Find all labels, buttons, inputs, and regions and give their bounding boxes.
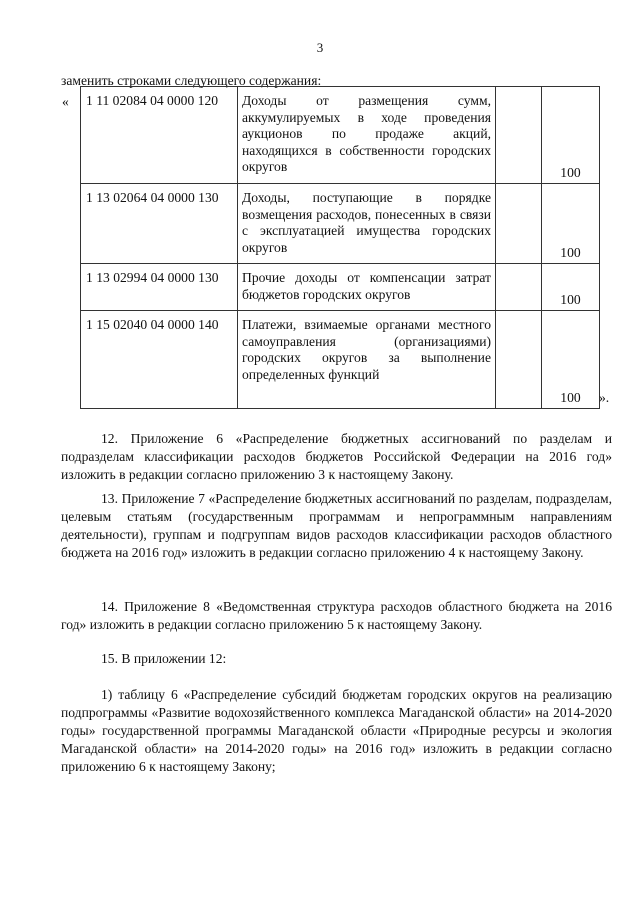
table-cell-code: 1 15 02040 04 0000 140 [81, 311, 238, 409]
table-row [81, 311, 600, 409]
close-quote: ». [599, 390, 610, 405]
intro-text: заменить строками следующего содержания: [61, 73, 322, 88]
open-quote: « [62, 94, 69, 109]
paragraph-15: 15. В приложении 12: [101, 651, 227, 666]
table-cell-description: Доходы от размещения сумм, аккумулируемых в ходе проведения аукционов по продаже акций, находящихся в собственности городских округов [238, 87, 496, 184]
table-row [81, 264, 600, 311]
table-cell-value: 100 [542, 311, 600, 409]
table-cell-empty [496, 184, 542, 264]
page-number: 3 [316, 40, 324, 55]
table-cell-description: Прочие доходы от компенсации затрат бюджетов городских округов [238, 264, 496, 311]
table-cell-empty [496, 311, 542, 409]
table-row [81, 184, 600, 264]
table-cell-empty [496, 264, 542, 311]
table-cell-description: Доходы, поступающие в порядке возмещения расходов, понесенных в связи с эксплуатацией имущества городских округов [238, 184, 496, 264]
paragraph-12: 12. Приложение 6 «Распределение бюджетных ассигнований по разделам и подразделам классификации расходов бюджетов Российской Федерации на 2016 год» изложить в редакции согласно приложению 3 к настоящему Закону. [61, 431, 612, 482]
paragraph-15-item-1: 1) таблицу 6 «Распределение субсидий бюджетам городских округов на реализацию подпрограммы «Развитие водохозяйственного комплекса Магаданской области» на 2014-2020 годы» государственной программы Магаданской области «Природные ресурсы и экология Магаданской области» на 2014-2020 годы» на 2016 год» изложить в редакции согласно приложению 6 к настоящему Закону; [61, 687, 612, 774]
paragraph-14: 14. Приложение 8 «Ведомственная структура расходов областного бюджета на 2016 год» изложить в редакции согласно приложению 5 к настоящему Закону. [61, 599, 612, 632]
table-cell-description: Платежи, взимаемые органами местного самоуправления (организациями) городских округов за выполнение определенных функций [238, 311, 496, 409]
paragraph-13: 13. Приложение 7 «Распределение бюджетных ассигнований по разделам, подразделам, целевым статьям (государственным программам и непрограммным направлениям деятельности), группам и подгруппам видов расходов классификации расходов областного бюджета на 2016 год» изложить в редакции согласно приложению 4 к настоящему Закону. [61, 491, 612, 560]
revenue-table [80, 86, 600, 409]
table-cell-value: 100 [542, 184, 600, 264]
table-cell-code: 1 13 02064 04 0000 130 [81, 184, 238, 264]
table-cell-value: 100 [542, 264, 600, 311]
table-cell-code: 1 11 02084 04 0000 120 [81, 87, 238, 184]
table-cell-empty [496, 87, 542, 184]
table-row [81, 87, 600, 184]
table-cell-code: 1 13 02994 04 0000 130 [81, 264, 238, 311]
table-cell-value: 100 [542, 87, 600, 184]
